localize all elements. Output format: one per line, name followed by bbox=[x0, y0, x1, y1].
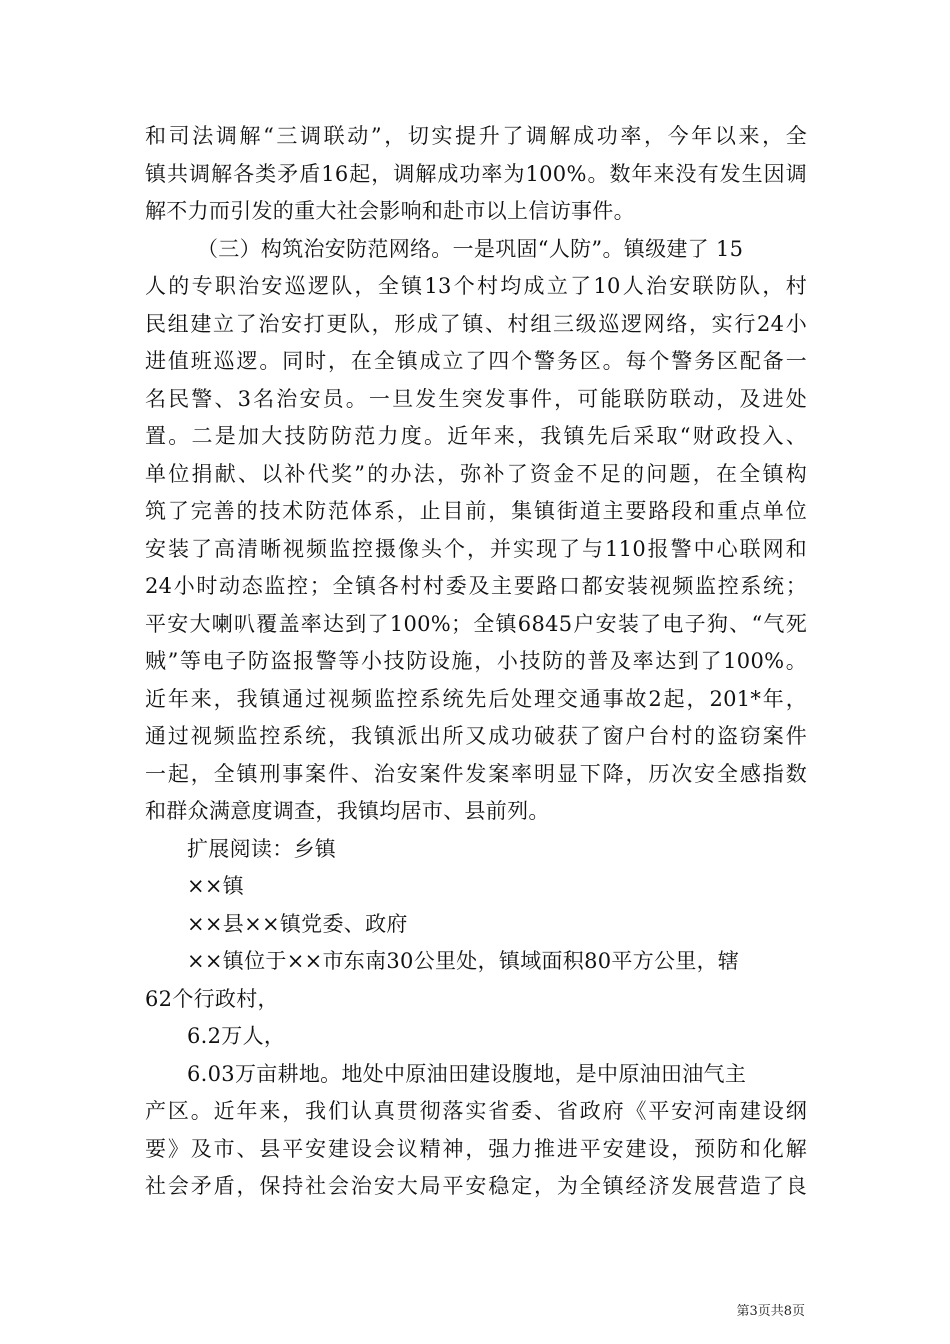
page-number-footer: 第3页共8页 bbox=[736, 1304, 805, 1319]
text-line: （三）构筑治安防范网络。一是巩固“人防”。镇级建了 15 bbox=[197, 236, 744, 261]
text-line: 24小时动态监控；全镇各村村委及主要路口都安装视频监控系统； bbox=[145, 574, 807, 598]
text-line: 和群众满意度调查，我镇均居市、县前列。 bbox=[145, 799, 550, 823]
text-line: 解不力而引发的重大社会影响和赴市以上信访事件。 bbox=[145, 199, 635, 223]
text-line: 6.2万人， bbox=[187, 1024, 286, 1048]
text-line: 要》及市、县平安建设会议精神，强力推进平安建设，预防和化解 bbox=[145, 1136, 807, 1161]
text-line: 置。二是加大技防防范力度。近年来，我镇先后采取“财政投入、 bbox=[145, 424, 807, 448]
text-line: 一起，全镇刑事案件、治安案件发案率明显下降，历次安全感指数 bbox=[145, 761, 807, 786]
text-line: 单位捐献、以补代奖”的办法，弥补了资金不足的问题，在全镇构 bbox=[145, 461, 807, 486]
text-line: ××县××镇党委、政府 bbox=[187, 911, 408, 936]
text-line: 筑了完善的技术防范体系，止目前，集镇街道主要路段和重点单位 bbox=[145, 499, 807, 523]
text-line: 6.03万亩耕地。地处中原油田建设腹地，是中原油田油气主 bbox=[187, 1061, 747, 1086]
text-line: 通过视频监控系统，我镇派出所又成功破获了窗户台村的盗窃案件 bbox=[145, 724, 807, 748]
text-line: 贼”等电子防盗报警等小技防设施，小技防的普及率达到了100%。 bbox=[145, 649, 807, 673]
text-line: 社会矛盾，保持社会治安大局平安稳定，为全镇经济发展营造了良 bbox=[145, 1174, 807, 1198]
document-body bbox=[145, 118, 807, 1206]
text-line: 扩展阅读：乡镇 bbox=[187, 836, 337, 861]
text-line: ××镇位于××市东南30公里处，镇域面积80平方公里，辖 bbox=[187, 949, 740, 973]
text-line: 安装了高清晰视频监控摄像头个，并实现了与110报警中心联网和 bbox=[145, 536, 807, 561]
text-line: 镇共调解各类矛盾16起，调解成功率为100%。数年来没有发生因调 bbox=[145, 161, 807, 186]
text-line: 近年来，我镇通过视频监控系统先后处理交通事故2起，201*年， bbox=[145, 686, 807, 711]
text-line: 和司法调解“三调联动”，切实提升了调解成功率，今年以来，全 bbox=[145, 124, 807, 148]
text-line: 名民警、3名治安员。一旦发生突发事件，可能联防联动，及进处 bbox=[145, 386, 807, 411]
text-line: 民组建立了治安打更队，形成了镇、村组三级巡逻网络，实行24小 bbox=[145, 311, 807, 336]
text-line: 62个行政村， bbox=[145, 986, 279, 1011]
text-line: 人的专职治安巡逻队，全镇13个村均成立了10人治安联防队，村 bbox=[145, 274, 807, 298]
text-line: 进值班巡逻。同时，在全镇成立了四个警务区。每个警务区配备一 bbox=[145, 349, 807, 373]
text-line: ××镇 bbox=[187, 874, 245, 898]
text-line: 产区。近年来，我们认真贯彻落实省委、省政府《平安河南建设纲 bbox=[145, 1099, 807, 1123]
text-line: 平安大喇叭覆盖率达到了100%；全镇6845户安装了电子狗、“气死 bbox=[145, 611, 807, 636]
